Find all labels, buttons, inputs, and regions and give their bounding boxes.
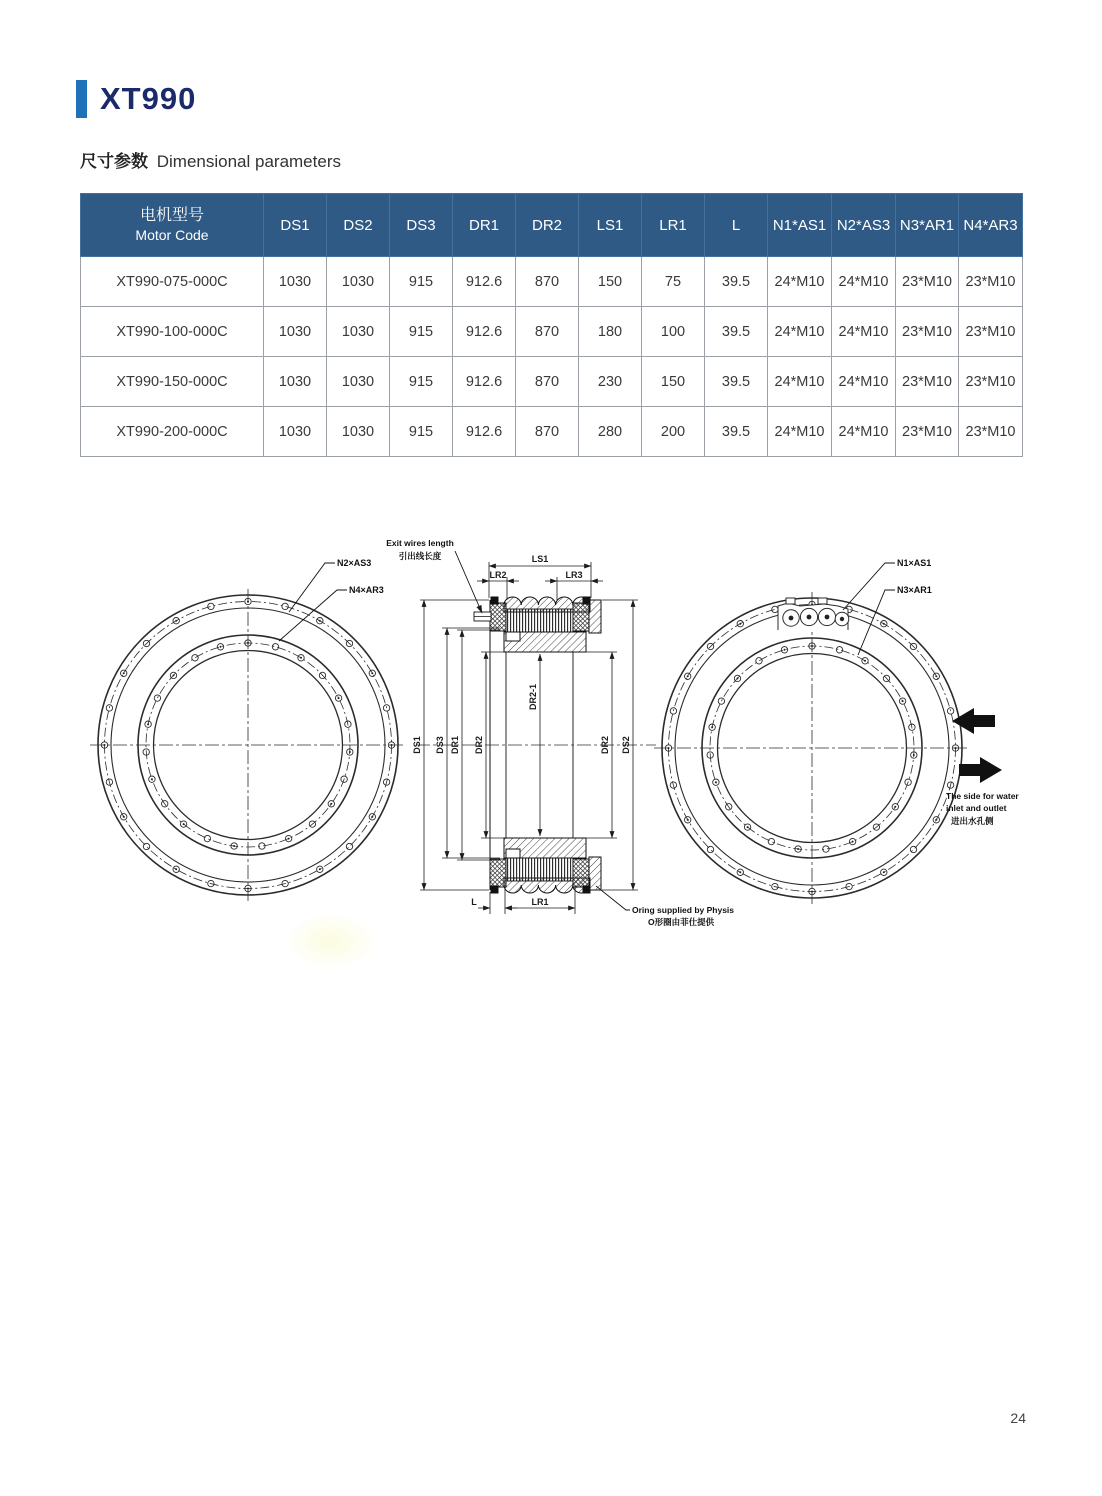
dim-dr2-right: DR2 (600, 735, 610, 755)
cell: 912.6 (453, 257, 516, 307)
oring-zh: O形圈由菲仕提供 (648, 917, 715, 927)
cell: 23*M10 (896, 257, 959, 307)
cell: 24*M10 (832, 307, 896, 357)
exit-wires-en: Exit wires length (386, 538, 454, 548)
cell: 915 (390, 407, 453, 457)
water-note-en2: inlet and outlet (946, 803, 1007, 813)
cell: 23*M10 (959, 407, 1023, 457)
rear-view (90, 589, 406, 901)
cell: 24*M10 (832, 407, 896, 457)
section-heading-en: Dimensional parameters (156, 152, 341, 171)
cell: 870 (516, 307, 579, 357)
cell: 24*M10 (768, 307, 832, 357)
header-col: DR1 (453, 194, 516, 257)
arrow-left-icon (952, 708, 995, 734)
water-note-zh: 进出水孔侧 (951, 816, 994, 826)
table-row (81, 307, 1023, 357)
table-row (81, 407, 1023, 457)
exit-wires-zh: 引出线长度 (398, 551, 442, 561)
title-block (76, 80, 196, 118)
cell: 1030 (264, 407, 327, 457)
header-motor-code-en: Motor Code (135, 227, 209, 243)
rear-outer-ring-label: N2×AS3 (337, 558, 372, 568)
water-flow-arrows (946, 708, 1019, 826)
dimensional-parameters-table (80, 193, 1023, 457)
oring-note (596, 886, 734, 927)
dim-ds1: DS1 (412, 736, 422, 754)
cell: 1030 (264, 357, 327, 407)
title-accent-bar (76, 80, 87, 118)
section-heading-zh: 尺寸参数 (80, 152, 148, 171)
cell: 23*M10 (959, 257, 1023, 307)
cell: 24*M10 (768, 257, 832, 307)
header-col: N1*AS1 (768, 194, 832, 257)
section-heading (80, 147, 341, 172)
header-col: LR1 (642, 194, 705, 257)
cell: 1030 (327, 307, 390, 357)
cell: 39.5 (705, 357, 768, 407)
dim-lr1: LR1 (531, 897, 549, 907)
page-number: 24 (1010, 1410, 1026, 1426)
cell: 1030 (327, 357, 390, 407)
terminal-block (778, 598, 849, 630)
cell: 24*M10 (768, 407, 832, 457)
cell: 24*M10 (832, 357, 896, 407)
cell: 23*M10 (896, 407, 959, 457)
cell: 23*M10 (896, 357, 959, 407)
header-col: DS3 (390, 194, 453, 257)
cell: 915 (390, 257, 453, 307)
dim-dr1: DR1 (450, 735, 460, 755)
page-title: XT990 (100, 81, 197, 116)
cell: 915 (390, 357, 453, 407)
cell: 180 (579, 307, 642, 357)
oring-en: Oring supplied by Physis (632, 905, 735, 915)
dim-dr2-left: DR2 (474, 735, 484, 755)
dim-ds3: DS3 (435, 736, 445, 754)
front-view-labels (843, 558, 932, 655)
cell-motor-code: XT990-100-000C (81, 307, 264, 357)
cell: 1030 (264, 257, 327, 307)
exit-wires-note (386, 538, 482, 613)
cell: 230 (579, 357, 642, 407)
cell-motor-code: XT990-200-000C (81, 407, 264, 457)
cell: 150 (579, 257, 642, 307)
front-inner-ring-label: N3×AR1 (897, 585, 932, 595)
cell: 39.5 (705, 407, 768, 457)
cell: 912.6 (453, 307, 516, 357)
table-header-row (81, 194, 1023, 257)
header-motor-code (81, 194, 264, 257)
front-outer-ring-label: N1×AS1 (897, 558, 932, 568)
cell: 912.6 (453, 357, 516, 407)
water-note-en1: The side for water (946, 791, 1019, 801)
header-col: N3*AR1 (896, 194, 959, 257)
cell: 23*M10 (959, 357, 1023, 407)
cell: 23*M10 (959, 307, 1023, 357)
header-col: LS1 (579, 194, 642, 257)
cell: 912.6 (453, 407, 516, 457)
table-row (81, 357, 1023, 407)
cell: 1030 (264, 307, 327, 357)
dim-ls1: LS1 (531, 554, 549, 564)
cell: 915 (390, 307, 453, 357)
cell: 1030 (327, 407, 390, 457)
dim-lr3: LR3 (565, 570, 583, 580)
arrow-right-icon (959, 757, 1002, 783)
cell: 200 (642, 407, 705, 457)
cell: 24*M10 (832, 257, 896, 307)
cell-motor-code: XT990-150-000C (81, 357, 264, 407)
cell: 23*M10 (896, 307, 959, 357)
technical-drawing (0, 520, 1102, 980)
cell-motor-code: XT990-075-000C (81, 257, 264, 307)
table-row (81, 257, 1023, 307)
header-col: L (705, 194, 768, 257)
front-view (654, 592, 970, 904)
header-col: DS1 (264, 194, 327, 257)
cell: 100 (642, 307, 705, 357)
rear-inner-ring-label: N4×AR3 (349, 585, 384, 595)
cell: 280 (579, 407, 642, 457)
cell: 39.5 (705, 307, 768, 357)
header-col: N4*AR3 (959, 194, 1023, 257)
header-col: DS2 (327, 194, 390, 257)
dim-dr2-1: DR2-1 (528, 683, 538, 711)
dim-ds2: DS2 (621, 736, 631, 754)
header-col: DR2 (516, 194, 579, 257)
cell: 870 (516, 257, 579, 307)
cell: 75 (642, 257, 705, 307)
cell: 150 (642, 357, 705, 407)
cell: 1030 (327, 257, 390, 307)
header-motor-code-zh: 电机型号 (139, 207, 204, 224)
cell: 870 (516, 407, 579, 457)
header-col: N2*AS3 (832, 194, 896, 257)
dim-l: L (471, 897, 477, 907)
cell: 39.5 (705, 257, 768, 307)
dim-lr2: LR2 (489, 570, 507, 580)
cell: 870 (516, 357, 579, 407)
cell: 24*M10 (768, 357, 832, 407)
